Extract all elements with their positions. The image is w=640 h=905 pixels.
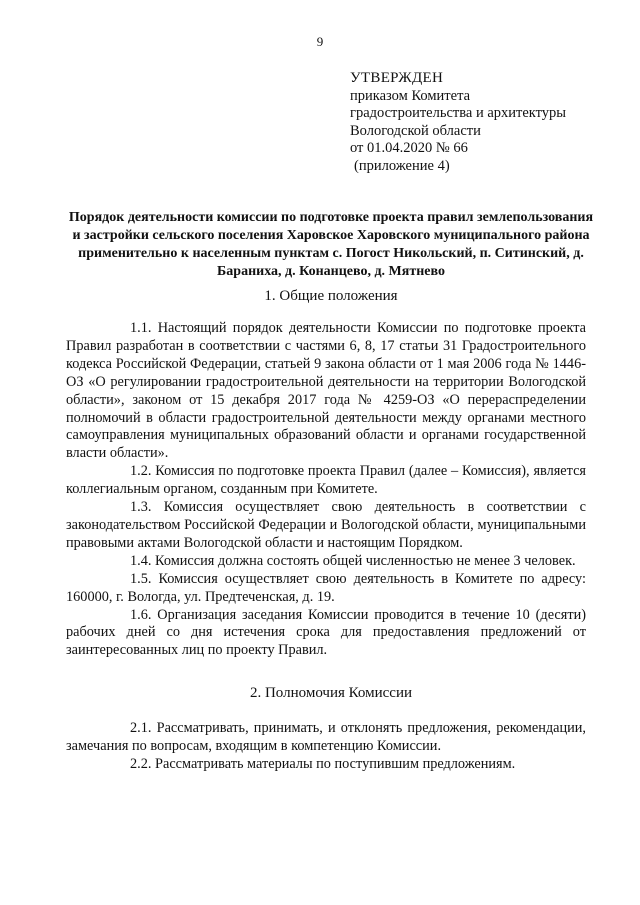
clause-number: 2.1. (130, 720, 152, 736)
clause-paragraph (66, 463, 586, 499)
clause-paragraph (66, 756, 586, 774)
approval-appendix: (приложение 4) (354, 157, 450, 174)
clause-number: 1.3. (130, 499, 152, 516)
clause-text: Комиссия по подготовке проекта Правил (далее – Комиссия), является коллегиальным органом, созданным при Комитете. (66, 463, 586, 498)
approval-block (350, 70, 566, 175)
approval-date-number: от 01.04.2020 № 66 (350, 140, 468, 156)
clause-number: 1.2. (130, 463, 152, 480)
clause-number: 1.4. (130, 552, 152, 569)
approval-line: приказом Комитета (350, 87, 471, 104)
page-number: 9 (316, 34, 324, 49)
clause-text: Рассматривать, принимать, и отклонять предложения, рекомендации, замечания по вопросам, входящим в компетенцию Комиссии. (66, 720, 586, 754)
clause-text: Рассматривать материалы по поступившим предложениям. (155, 755, 516, 772)
clause-text: Комиссия должна состоять общей численностью не менее 3 человек. (155, 552, 576, 569)
clause-number: 1.1. (130, 320, 152, 336)
approval-stamp: УТВЕРЖДЕН (350, 70, 444, 86)
clause-number: 1.6. (130, 606, 152, 623)
clause-text: Настоящий порядок деятельности Комиссии по подготовке проекта Правил разработан в соответствии с частями 6, 8, 17 статьи 31 Градостроительного кодекса Российской Федерации, статьей 9 закона области от 1 мая 2006 года № 1446-ОЗ «О регулировании градостроительной деятельности на территории Вологодской области», законом от 15 декабря 2017 года № 4259-ОЗ «О перераспределении полномочий в области градостроительной деятельности между органами местного самоуправления муниципальных образований области и органами государственной власти области». (66, 320, 587, 462)
clause-number: 2.2. (130, 755, 152, 772)
section-body (66, 720, 586, 774)
clause-text: Комиссия осуществляет свою деятельность в соответствии с законодательством Российской Федерации и Вологодской области, муниципальными правовыми актами Вологодской области и настоящим Порядком. (66, 499, 586, 551)
clause-text: Организация заседания Комиссии проводится в течение 10 (десяти) рабочих дней со дня истечения срока для предоставления предложений от заинтересованных лиц по проекту Правил. (66, 606, 586, 659)
clause-paragraph (66, 553, 586, 571)
clause-paragraph (66, 720, 586, 756)
approval-line: Вологодской области (350, 122, 481, 139)
clause-paragraph (66, 607, 586, 661)
approval-line: градостроительства и архитектуры (350, 105, 567, 121)
clause-text: Комиссия осуществляет свою деятельность в Комитете по адресу: 160000, г. Вологда, ул. Предтеченская, д. 19. (66, 570, 586, 605)
clause-paragraph (66, 320, 586, 463)
document-title: Порядок деятельности комиссии по подготовке проекта правил землепользования и застройки сельского поселения Харовское Харовского муниципального района применительно к населенным пунктам с. Погост Никольский, п. Ситинский, д. Бараниха, д. Конанцево, д. Мятнево (68, 210, 594, 279)
clause-paragraph (66, 571, 586, 607)
clause-number: 1.5. (130, 570, 152, 587)
section-heading: 1. Общие положения (264, 288, 398, 304)
section-body (66, 320, 586, 660)
section-heading: 2. Полномочия Комиссии (249, 685, 413, 701)
clause-paragraph (66, 499, 586, 553)
